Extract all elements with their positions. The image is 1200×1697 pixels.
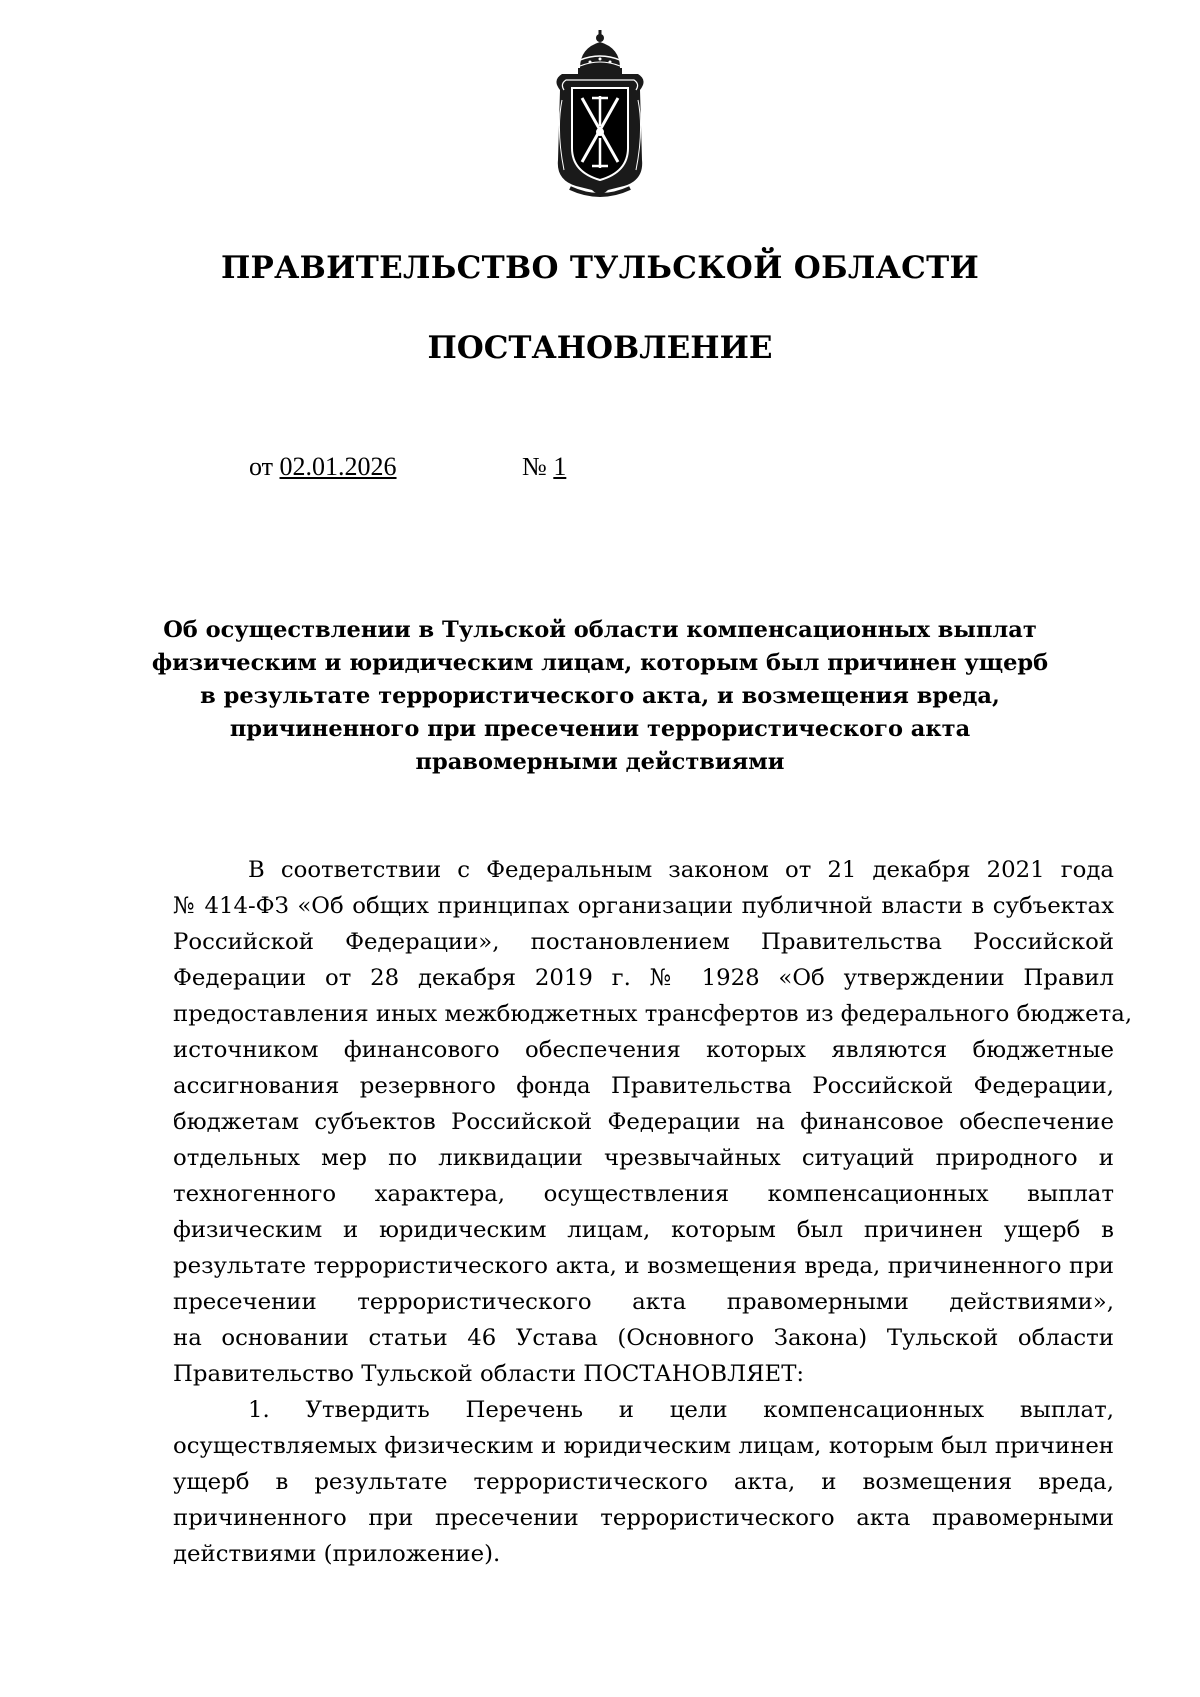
- body-line: осуществляемых физическим и юридическим лицам, которым был причинен: [173, 1433, 1114, 1459]
- document-body: [173, 852, 1133, 1572]
- organization-title: ПРАВИТЕЛЬСТВО ТУЛЬСКОЙ ОБЛАСТИ: [220, 250, 980, 286]
- body-line: действиями (приложение).: [173, 1541, 501, 1567]
- subject-line: причиненного при пресечении террористического акта: [229, 716, 971, 742]
- subject-line: физическим и юридическим лицам, которым был причинен ущерб: [151, 650, 1049, 676]
- body-line: на основании статьи 46 Устава (Основного Закона) Тульской области: [173, 1325, 1114, 1351]
- body-line: В соответствии с Федеральным законом от 21 декабря 2021 года: [248, 857, 1114, 883]
- body-line: физическим и юридическим лицам, которым был причинен ущерб в: [173, 1217, 1114, 1243]
- document-number: [522, 452, 566, 482]
- body-line: результате террористического акта, и возмещения вреда, причиненного при: [173, 1253, 1114, 1279]
- document-date: [249, 452, 397, 482]
- body-line: ущерб в результате террористического акта, и возмещения вреда,: [173, 1469, 1114, 1495]
- body-line: Правительство Тульской области ПОСТАНОВЛЯЕТ:: [173, 1361, 805, 1387]
- body-line: бюджетам субъектов Российской Федерации на финансовое обеспечение: [173, 1109, 1114, 1135]
- number-prefix: №: [522, 452, 547, 481]
- body-line: 1. Утвердить Перечень и цели компенсационных выплат,: [248, 1397, 1114, 1423]
- body-line: пресечении террористического акта правомерными действиями»,: [173, 1289, 1114, 1315]
- body-line: предоставления иных межбюджетных трансфертов из федерального бюджета,: [173, 1001, 1133, 1027]
- coat-of-arms-icon: [550, 30, 650, 200]
- document-subject: [150, 614, 1050, 779]
- date-value: 02.01.2026: [279, 452, 397, 481]
- subject-line: Об осуществлении в Тульской области компенсационных выплат: [163, 617, 1037, 643]
- body-line: № 414-ФЗ «Об общих принципах организации публичной власти в субъектах: [173, 893, 1114, 919]
- body-line: Российской Федерации», постановлением Правительства Российской: [173, 929, 1114, 955]
- body-line: отдельных мер по ликвидации чрезвычайных ситуаций природного и: [173, 1145, 1114, 1171]
- subject-line: в результате террористического акта, и возмещения вреда,: [200, 683, 1000, 709]
- date-prefix: от: [249, 452, 274, 481]
- body-line: причиненного при пресечении террористического акта правомерными: [173, 1505, 1114, 1531]
- body-line: источником финансового обеспечения которых являются бюджетные: [173, 1037, 1114, 1063]
- number-value: 1: [553, 452, 567, 481]
- body-line: ассигнования резервного фонда Правительства Российской Федерации,: [173, 1073, 1114, 1099]
- body-line: Федерации от 28 декабря 2019 г. № 1928 «Об утверждении Правил: [173, 965, 1114, 991]
- document-type: ПОСТАНОВЛЕНИЕ: [427, 330, 773, 366]
- subject-line: правомерными действиями: [415, 749, 785, 775]
- body-line: техногенного характера, осуществления компенсационных выплат: [173, 1181, 1114, 1207]
